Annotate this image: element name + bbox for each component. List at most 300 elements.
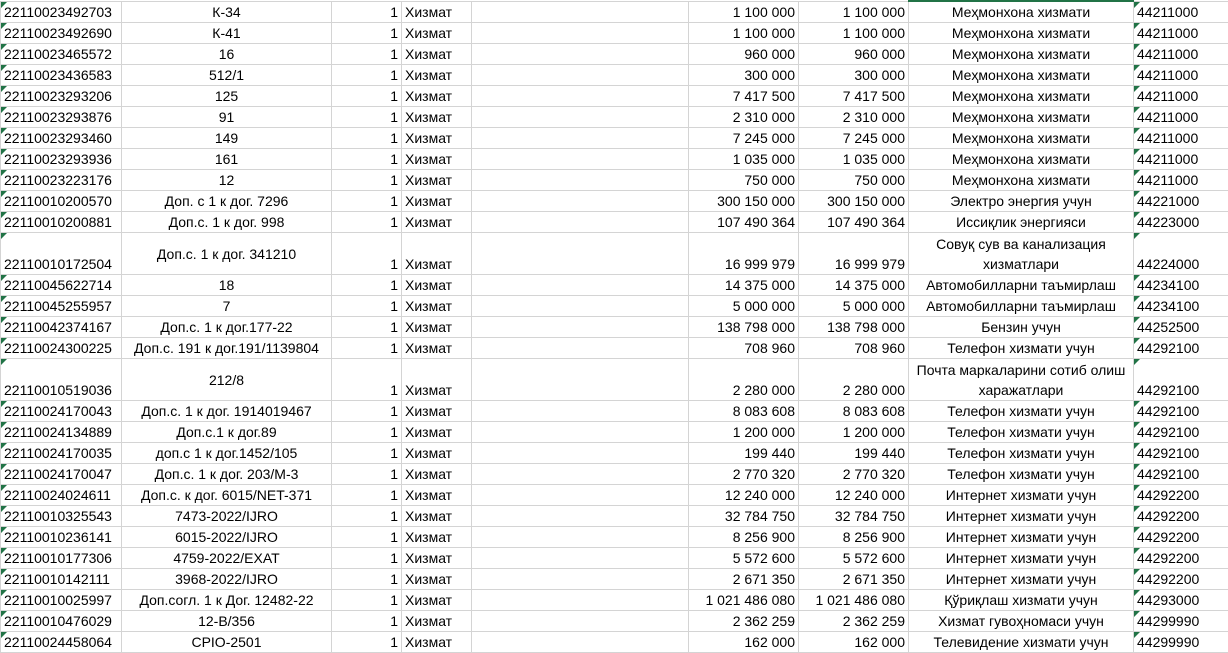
- cell-description[interactable]: [909, 275, 1134, 296]
- cell-amount[interactable]: [689, 128, 799, 149]
- cell-description[interactable]: [909, 401, 1134, 422]
- cell-amount[interactable]: [689, 548, 799, 569]
- cell-unit[interactable]: [402, 527, 472, 548]
- cell-id[interactable]: [1, 401, 122, 422]
- cell-amount[interactable]: [689, 317, 799, 338]
- cell-amount[interactable]: [689, 401, 799, 422]
- cell-amount-text: 2 671 350: [733, 571, 795, 587]
- cell-qty[interactable]: [332, 632, 402, 653]
- cell-unit[interactable]: [402, 590, 472, 611]
- cell-contract-text: 6015-2022/IJRO: [175, 529, 278, 545]
- cell-code[interactable]: [1134, 443, 1228, 464]
- cell-contract[interactable]: [122, 359, 332, 401]
- cell-qty[interactable]: [332, 590, 402, 611]
- cell-code[interactable]: [1134, 632, 1228, 653]
- cell-empty[interactable]: [472, 443, 689, 464]
- cell-amount[interactable]: [689, 23, 799, 44]
- cell-total[interactable]: [799, 296, 909, 317]
- cell-empty[interactable]: [472, 359, 689, 401]
- cell-qty[interactable]: [332, 107, 402, 128]
- cell-unit[interactable]: [402, 107, 472, 128]
- cell-id[interactable]: [1, 632, 122, 653]
- cell-id[interactable]: [1, 485, 122, 506]
- cell-id[interactable]: [1, 191, 122, 212]
- cell-code[interactable]: [1134, 485, 1228, 506]
- cell-qty[interactable]: [332, 44, 402, 65]
- cell-unit[interactable]: [402, 422, 472, 443]
- cell-id[interactable]: [1, 65, 122, 86]
- cell-code[interactable]: [1134, 296, 1228, 317]
- cell-code[interactable]: [1134, 23, 1228, 44]
- cell-id-text: 22110024024611: [4, 487, 111, 503]
- cell-code[interactable]: [1134, 527, 1228, 548]
- cell-qty[interactable]: [332, 611, 402, 632]
- cell-empty[interactable]: [472, 464, 689, 485]
- cell-empty[interactable]: [472, 44, 689, 65]
- cell-description[interactable]: [909, 611, 1134, 632]
- cell-id[interactable]: [1, 569, 122, 590]
- cell-code[interactable]: [1134, 338, 1228, 359]
- cell-contract[interactable]: [122, 128, 332, 149]
- cell-id[interactable]: [1, 170, 122, 191]
- cell-unit[interactable]: [402, 170, 472, 191]
- cell-unit-text: Хизмат: [405, 319, 452, 335]
- cell-empty[interactable]: [472, 107, 689, 128]
- cell-empty[interactable]: [472, 149, 689, 170]
- cell-code[interactable]: [1134, 569, 1228, 590]
- cell-description[interactable]: [909, 506, 1134, 527]
- cell-code[interactable]: [1134, 1, 1228, 23]
- cell-empty[interactable]: [472, 506, 689, 527]
- cell-amount[interactable]: [689, 212, 799, 233]
- cell-total[interactable]: [799, 506, 909, 527]
- cell-unit-text: Хизмат: [405, 256, 452, 272]
- error-indicator-icon: [1134, 170, 1140, 176]
- cell-description-text: Телефон хизмати учун: [947, 424, 1094, 440]
- cell-qty[interactable]: [332, 359, 402, 401]
- cell-unit[interactable]: [402, 149, 472, 170]
- cell-amount[interactable]: [689, 611, 799, 632]
- cell-code[interactable]: [1134, 548, 1228, 569]
- table-row: [1, 1, 1228, 23]
- cell-unit[interactable]: [402, 1, 472, 23]
- cell-amount[interactable]: [689, 338, 799, 359]
- cell-total[interactable]: [799, 65, 909, 86]
- cell-contract[interactable]: [122, 296, 332, 317]
- cell-amount[interactable]: [689, 569, 799, 590]
- cell-id[interactable]: [1, 611, 122, 632]
- cell-id[interactable]: [1, 212, 122, 233]
- cell-qty[interactable]: [332, 86, 402, 107]
- cell-qty[interactable]: [332, 212, 402, 233]
- cell-qty-text: 1: [390, 403, 398, 419]
- cell-id[interactable]: [1, 233, 122, 275]
- cell-total[interactable]: [799, 317, 909, 338]
- cell-contract[interactable]: [122, 275, 332, 296]
- cell-code[interactable]: [1134, 590, 1228, 611]
- cell-amount[interactable]: [689, 1, 799, 23]
- cell-total[interactable]: [799, 611, 909, 632]
- cell-qty[interactable]: [332, 401, 402, 422]
- cell-id[interactable]: [1, 149, 122, 170]
- cell-id[interactable]: [1, 548, 122, 569]
- cell-total[interactable]: [799, 485, 909, 506]
- cell-total[interactable]: [799, 23, 909, 44]
- cell-total[interactable]: [799, 149, 909, 170]
- error-indicator-icon: [1, 527, 7, 533]
- cell-unit[interactable]: [402, 317, 472, 338]
- cell-description[interactable]: [909, 107, 1134, 128]
- cell-unit[interactable]: [402, 296, 472, 317]
- cell-total-text: 300 150 000: [827, 193, 905, 209]
- cell-code[interactable]: [1134, 86, 1228, 107]
- cell-qty[interactable]: [332, 527, 402, 548]
- cell-id[interactable]: [1, 128, 122, 149]
- cell-code-text: 44292200: [1137, 571, 1199, 587]
- cell-amount[interactable]: [689, 632, 799, 653]
- cell-amount[interactable]: [689, 233, 799, 275]
- cell-description[interactable]: [909, 191, 1134, 212]
- cell-amount[interactable]: [689, 359, 799, 401]
- cell-empty[interactable]: [472, 422, 689, 443]
- cell-amount[interactable]: [689, 443, 799, 464]
- cell-id[interactable]: [1, 443, 122, 464]
- cell-contract-text: 212/8: [209, 372, 244, 388]
- cell-contract[interactable]: [122, 44, 332, 65]
- cell-id[interactable]: [1, 506, 122, 527]
- cell-unit-text: Хизмат: [405, 88, 452, 104]
- cell-description[interactable]: [909, 1, 1134, 23]
- cell-id[interactable]: [1, 86, 122, 107]
- cell-empty[interactable]: [472, 212, 689, 233]
- cell-total-text: 2 362 259: [843, 613, 905, 629]
- cell-code[interactable]: [1134, 128, 1228, 149]
- cell-id-text: 22110023293460: [4, 130, 112, 146]
- cell-unit[interactable]: [402, 443, 472, 464]
- cell-amount[interactable]: [689, 506, 799, 527]
- cell-qty[interactable]: [332, 170, 402, 191]
- cell-empty[interactable]: [472, 611, 689, 632]
- cell-description[interactable]: [909, 149, 1134, 170]
- cell-unit[interactable]: [402, 632, 472, 653]
- cell-description[interactable]: [909, 65, 1134, 86]
- cell-id[interactable]: [1, 1, 122, 23]
- error-indicator-icon: [1134, 212, 1140, 218]
- cell-qty[interactable]: [332, 149, 402, 170]
- cell-qty[interactable]: [332, 128, 402, 149]
- cell-description-text: Телефон хизмати учун: [947, 403, 1094, 419]
- cell-unit[interactable]: [402, 464, 472, 485]
- cell-description[interactable]: [909, 233, 1134, 275]
- cell-total[interactable]: [799, 233, 909, 275]
- cell-contract[interactable]: [122, 317, 332, 338]
- cell-total[interactable]: [799, 401, 909, 422]
- cell-code[interactable]: [1134, 170, 1228, 191]
- cell-contract[interactable]: [122, 338, 332, 359]
- cell-total[interactable]: [799, 569, 909, 590]
- cell-description[interactable]: [909, 632, 1134, 653]
- cell-contract[interactable]: [122, 233, 332, 275]
- error-indicator-icon: [1134, 317, 1140, 323]
- cell-total[interactable]: [799, 359, 909, 401]
- cell-contract[interactable]: [122, 611, 332, 632]
- cell-contract[interactable]: [122, 527, 332, 548]
- cell-code[interactable]: [1134, 401, 1228, 422]
- cell-contract-text: 3968-2022/IJRO: [175, 571, 278, 587]
- cell-unit[interactable]: [402, 128, 472, 149]
- error-indicator-icon: [1134, 2, 1140, 8]
- error-indicator-icon: [1, 548, 7, 554]
- cell-description[interactable]: [909, 338, 1134, 359]
- cell-unit[interactable]: [402, 569, 472, 590]
- cell-description[interactable]: [909, 422, 1134, 443]
- cell-description[interactable]: [909, 464, 1134, 485]
- cell-description[interactable]: [909, 443, 1134, 464]
- cell-id[interactable]: [1, 527, 122, 548]
- cell-unit[interactable]: [402, 23, 472, 44]
- cell-contract[interactable]: [122, 86, 332, 107]
- cell-empty[interactable]: [472, 170, 689, 191]
- cell-amount[interactable]: [689, 65, 799, 86]
- cell-empty[interactable]: [472, 233, 689, 275]
- cell-contract[interactable]: [122, 212, 332, 233]
- cell-qty[interactable]: [332, 191, 402, 212]
- cell-empty[interactable]: [472, 527, 689, 548]
- cell-contract[interactable]: [122, 422, 332, 443]
- cell-description[interactable]: [909, 527, 1134, 548]
- cell-id[interactable]: [1, 107, 122, 128]
- cell-code[interactable]: [1134, 275, 1228, 296]
- cell-unit[interactable]: [402, 44, 472, 65]
- cell-qty[interactable]: [332, 464, 402, 485]
- cell-qty[interactable]: [332, 506, 402, 527]
- cell-empty[interactable]: [472, 401, 689, 422]
- cell-unit[interactable]: [402, 338, 472, 359]
- cell-total-text: 7 417 500: [843, 88, 905, 104]
- cell-total[interactable]: [799, 1, 909, 23]
- cell-qty[interactable]: [332, 422, 402, 443]
- cell-unit[interactable]: [402, 359, 472, 401]
- cell-unit[interactable]: [402, 191, 472, 212]
- cell-code[interactable]: [1134, 464, 1228, 485]
- cell-code[interactable]: [1134, 212, 1228, 233]
- cell-id[interactable]: [1, 338, 122, 359]
- cell-description[interactable]: [909, 317, 1134, 338]
- cell-empty[interactable]: [472, 569, 689, 590]
- cell-amount[interactable]: [689, 191, 799, 212]
- cell-code-text: 44211000: [1137, 25, 1198, 41]
- cell-contract[interactable]: [122, 485, 332, 506]
- cell-total[interactable]: [799, 590, 909, 611]
- cell-empty[interactable]: [472, 191, 689, 212]
- cell-unit[interactable]: [402, 506, 472, 527]
- cell-code[interactable]: [1134, 506, 1228, 527]
- cell-qty[interactable]: [332, 296, 402, 317]
- cell-qty[interactable]: [332, 443, 402, 464]
- cell-id[interactable]: [1, 296, 122, 317]
- cell-amount[interactable]: [689, 86, 799, 107]
- cell-id[interactable]: [1, 23, 122, 44]
- cell-total[interactable]: [799, 191, 909, 212]
- cell-unit[interactable]: [402, 86, 472, 107]
- cell-total[interactable]: [799, 44, 909, 65]
- cell-qty[interactable]: [332, 569, 402, 590]
- cell-contract[interactable]: [122, 107, 332, 128]
- cell-code[interactable]: [1134, 233, 1228, 275]
- cell-id[interactable]: [1, 359, 122, 401]
- cell-total[interactable]: [799, 86, 909, 107]
- cell-amount-text: 2 280 000: [733, 382, 795, 398]
- cell-total[interactable]: [799, 632, 909, 653]
- cell-id[interactable]: [1, 44, 122, 65]
- cell-code[interactable]: [1134, 44, 1228, 65]
- cell-qty[interactable]: [332, 23, 402, 44]
- cell-empty[interactable]: [472, 275, 689, 296]
- cell-description[interactable]: [909, 590, 1134, 611]
- cell-contract[interactable]: [122, 548, 332, 569]
- cell-amount-text: 107 490 364: [717, 214, 795, 230]
- cell-code[interactable]: [1134, 317, 1228, 338]
- cell-id[interactable]: [1, 422, 122, 443]
- cell-total[interactable]: [799, 548, 909, 569]
- cell-code[interactable]: [1134, 359, 1228, 401]
- cell-empty[interactable]: [472, 632, 689, 653]
- cell-unit[interactable]: [402, 233, 472, 275]
- cell-contract[interactable]: [122, 506, 332, 527]
- cell-empty[interactable]: [472, 65, 689, 86]
- cell-total[interactable]: [799, 338, 909, 359]
- cell-code[interactable]: [1134, 422, 1228, 443]
- cell-empty[interactable]: [472, 23, 689, 44]
- cell-empty[interactable]: [472, 296, 689, 317]
- cell-code-text: 44292200: [1137, 529, 1199, 545]
- cell-empty[interactable]: [472, 317, 689, 338]
- cell-unit[interactable]: [402, 548, 472, 569]
- cell-total[interactable]: [799, 527, 909, 548]
- cell-code[interactable]: [1134, 611, 1228, 632]
- cell-contract[interactable]: [122, 569, 332, 590]
- table-row: [1, 149, 1228, 170]
- cell-amount[interactable]: [689, 590, 799, 611]
- cell-qty[interactable]: [332, 1, 402, 23]
- cell-contract[interactable]: [122, 1, 332, 23]
- cell-description[interactable]: [909, 485, 1134, 506]
- cell-unit[interactable]: [402, 485, 472, 506]
- cell-unit-text: Хизмат: [405, 193, 452, 209]
- cell-code[interactable]: [1134, 191, 1228, 212]
- cell-amount[interactable]: [689, 464, 799, 485]
- cell-id[interactable]: [1, 275, 122, 296]
- cell-description[interactable]: [909, 23, 1134, 44]
- cell-amount[interactable]: [689, 107, 799, 128]
- cell-total[interactable]: [799, 107, 909, 128]
- cell-empty[interactable]: [472, 86, 689, 107]
- cell-code-text: 44299990: [1137, 634, 1199, 650]
- cell-description[interactable]: [909, 569, 1134, 590]
- cell-code-text: 44211000: [1137, 67, 1198, 83]
- cell-id[interactable]: [1, 590, 122, 611]
- cell-empty[interactable]: [472, 338, 689, 359]
- cell-code[interactable]: [1134, 107, 1228, 128]
- cell-amount[interactable]: [689, 170, 799, 191]
- cell-amount[interactable]: [689, 296, 799, 317]
- cell-empty[interactable]: [472, 128, 689, 149]
- cell-description[interactable]: [909, 128, 1134, 149]
- cell-total[interactable]: [799, 212, 909, 233]
- cell-amount[interactable]: [689, 485, 799, 506]
- cell-total[interactable]: [799, 464, 909, 485]
- cell-description-text: Меҳмонхона хизмати: [952, 46, 1090, 62]
- cell-contract[interactable]: [122, 23, 332, 44]
- cell-unit[interactable]: [402, 65, 472, 86]
- cell-total[interactable]: [799, 170, 909, 191]
- cell-amount[interactable]: [689, 527, 799, 548]
- cell-qty[interactable]: [332, 317, 402, 338]
- cell-description[interactable]: [909, 44, 1134, 65]
- cell-id[interactable]: [1, 317, 122, 338]
- cell-total-text: 300 000: [854, 67, 905, 83]
- cell-contract-text: Доп.с. 191 к дог.191/1139804: [134, 340, 319, 356]
- cell-unit[interactable]: [402, 212, 472, 233]
- cell-contract-text: доп.с 1 к дог.1452/105: [156, 445, 298, 461]
- cell-contract[interactable]: [122, 464, 332, 485]
- cell-contract[interactable]: [122, 191, 332, 212]
- cell-amount-text: 2 310 000: [733, 109, 795, 125]
- cell-contract[interactable]: [122, 65, 332, 86]
- cell-empty[interactable]: [472, 485, 689, 506]
- cell-amount[interactable]: [689, 275, 799, 296]
- cell-unit[interactable]: [402, 275, 472, 296]
- cell-empty[interactable]: [472, 548, 689, 569]
- cell-code[interactable]: [1134, 149, 1228, 170]
- cell-total[interactable]: [799, 443, 909, 464]
- cell-qty[interactable]: [332, 548, 402, 569]
- cell-description[interactable]: [909, 296, 1134, 317]
- cell-contract[interactable]: [122, 149, 332, 170]
- cell-id-text: 22110023293206: [4, 88, 112, 104]
- cell-description[interactable]: [909, 86, 1134, 107]
- cell-total[interactable]: [799, 422, 909, 443]
- cell-description[interactable]: [909, 359, 1134, 401]
- cell-id[interactable]: [1, 464, 122, 485]
- cell-code[interactable]: [1134, 65, 1228, 86]
- cell-contract[interactable]: [122, 170, 332, 191]
- cell-qty[interactable]: [332, 65, 402, 86]
- cell-description[interactable]: [909, 548, 1134, 569]
- cell-unit[interactable]: [402, 401, 472, 422]
- cell-total[interactable]: [799, 275, 909, 296]
- cell-contract[interactable]: [122, 590, 332, 611]
- cell-contract[interactable]: [122, 401, 332, 422]
- cell-qty[interactable]: [332, 485, 402, 506]
- cell-empty[interactable]: [472, 1, 689, 23]
- cell-description[interactable]: [909, 212, 1134, 233]
- cell-amount[interactable]: [689, 149, 799, 170]
- cell-amount[interactable]: [689, 422, 799, 443]
- cell-amount[interactable]: [689, 44, 799, 65]
- cell-contract[interactable]: [122, 443, 332, 464]
- cell-empty[interactable]: [472, 590, 689, 611]
- cell-qty[interactable]: [332, 338, 402, 359]
- cell-qty[interactable]: [332, 275, 402, 296]
- cell-unit[interactable]: [402, 611, 472, 632]
- cell-qty-text: 1: [390, 88, 398, 104]
- cell-unit-text: Хизмат: [405, 172, 452, 188]
- cell-description[interactable]: [909, 170, 1134, 191]
- cell-qty[interactable]: [332, 233, 402, 275]
- cell-contract[interactable]: [122, 632, 332, 653]
- cell-total[interactable]: [799, 128, 909, 149]
